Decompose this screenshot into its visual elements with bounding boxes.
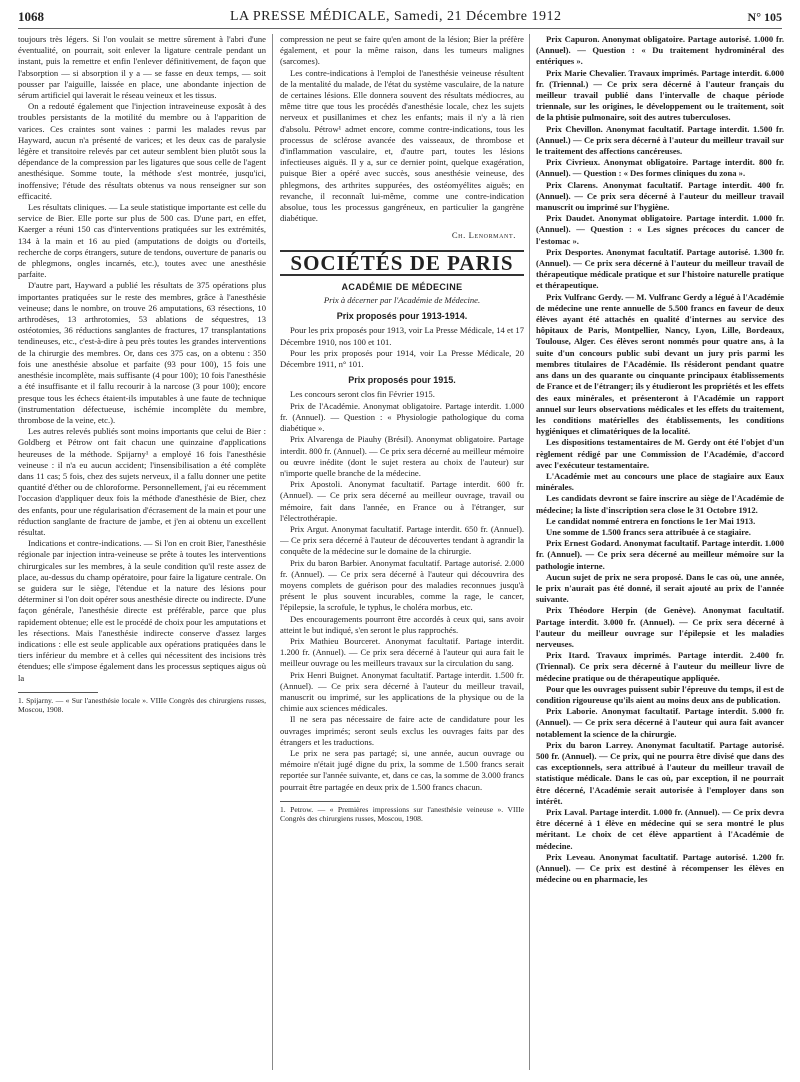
footnote: 1. Petrow. — « Premières impressions sur l'anesthésie veineuse ». VIIIe Congrès des chirurgiens russes, Moscou, 1908. bbox=[280, 804, 524, 824]
prize-entry: Prix Vulfranc Gerdy. — M. Vulfranc Gerdy a légué à l'Académie de médecine une rente annuelle de 5.500 francs en faveur de deux élèves ayant été attachés en qualité d'internes au service des hôpitaux de Paris, Montpellier, Nancy, Lyon, Lille, Bordeaux, Toulouse, Alger. Ces élèves seront nommés pour quatre ans, à la suite d'un concours public subi devant un jury pris parmi les membres titulaires de l'Académie. Ils résideront pendant quatre ans dans un des quarante ou cinquante principaux établissements de France et de l'étranger; ils y étudieront les propriétés et les effets des eaux minérales, et présenteront à l'Académie un rapport annuel sur leurs observations médicales et les effets du traitement, les conditions matérielles des établissements, les conditions hygiéniques et climatériques de la localité. bbox=[536, 291, 784, 437]
academy-subtitle: Prix à décerner par l'Académie de Médecine. bbox=[323, 295, 481, 306]
paragraph: On a redouté également que l'injection intraveineuse exposât à des troubles persistants de la motilité du membre ou à l'apparition de varices. Ces craintes sont vaines : parmi les malades revus par Hayward, aucun n'a présenté de varices; et les deux cas de paralysie légère et transitoire relevés par cet auteur semblent bien plutôt sous la dépendance de la compression par les ligatures que sous celle de l'agent anesthésique. Somme toute, la méthode s'est montrée, jusqu'ici, inoffensive; l'étude des résultats obtenus va nous renseigner sur son efficacité. bbox=[18, 101, 266, 201]
prize-entry: Prix du baron Barbier. Anonymat facultatif. Partage autorisé. 2.000 fr. (Annuel). — Ce prix sera décerné à l'auteur qui découvrira des moyens complets de guérison pour des maladies reconnues jusqu'à présent le plus souvent incurables, comme la rage, le cancer, l'épilepsie, la scrofule, le typhus, le choléra morbus, etc. bbox=[280, 557, 524, 613]
column-rule bbox=[272, 34, 273, 1070]
prize-entry: Prix Alvarenga de Piauhy (Brésil). Anonymat obligatoire. Partage interdit. 800 fr. (Annuel). — Ce prix sera décerné au meilleur mémoire ou œuvre inédite (dont le sujet restera au choix de l'auteur) sur n'importe quelle branche de la médecine. bbox=[280, 434, 524, 478]
paragraph: Pour que les ouvrages puissent subir l'épreuve du temps, il est de condition rigoureuse qu'ils aient au moins deux ans de publication. bbox=[536, 683, 784, 705]
prize-entry: Prix Capuron. Anonymat obligatoire. Partage autorisé. 1.000 fr. (Annuel). — Question : « Du traitement hydrominéral des entériques ». bbox=[536, 34, 784, 67]
footnote-rule bbox=[18, 692, 98, 693]
prize-entry: Prix Argut. Anonymat facultatif. Partage interdit. 650 fr. (Annuel). — Ce prix sera décerné à l'auteur de découvertes tendant à agrandir la conquête de la médecine sur le domaine de la chirurgie. bbox=[280, 523, 524, 557]
paragraph: Il ne sera pas nécessaire de faire acte de candidature pour les ouvrages imprimés; seront seuls exclus les ouvrages faits par des étrangers et les traductions. bbox=[280, 714, 524, 747]
column-2 bbox=[280, 34, 524, 1066]
page-number: 1068 bbox=[18, 9, 44, 24]
prizes-1913-heading: Prix proposés pour 1913-1914. bbox=[336, 311, 468, 322]
prize-entry: Prix Laborie. Anonymat facultatif. Partage interdit. 5.000 fr. (Annuel). — Ce prix sera décerné à l'auteur qui aura fait avancer notablement la science de la chirurgie. bbox=[536, 706, 784, 739]
author-signature: Ch. Lenormant. bbox=[451, 230, 516, 241]
paragraph: compression ne peut se faire qu'en amont de la lésion; Bier la préfère également, et pour la même raison, dans les tumeurs malignes (sarcomes). bbox=[280, 34, 524, 67]
paragraph: Le candidat nommé entrera en fonctions le 1er Mai 1913. bbox=[546, 515, 756, 526]
section-title: SOCIÉTÉS DE PARIS bbox=[280, 250, 524, 276]
paragraph: Une somme de 1.500 francs sera attribuée à ce stagiaire. bbox=[546, 526, 751, 537]
footnote-rule bbox=[280, 801, 360, 802]
paragraph: Pour les prix proposés pour 1913, voir La Presse Médicale, 14 et 17 Décembre 1910, nos 100 et 101. bbox=[280, 325, 524, 347]
prize-entry: Prix Ernest Godard. Anonymat facultatif. Partage interdit. 1.000 fr. (Annuel). — Ce prix sera décerné au meilleur mémoire sur la pathologie interne. bbox=[536, 538, 784, 571]
column-1 bbox=[18, 34, 266, 1066]
issue-number: N° 105 bbox=[747, 9, 782, 24]
paragraph: Les contre-indications à l'emploi de l'anesthésie veineuse résultent de la mentalité du malade, de l'état du système vasculaire, de la nature de certaines lésions. Elle donnera souvent des résultats médiocres, au même titre que tous les procédés d'anesthésie locale, chez les sujets nerveux et pusillanimes et chez les enfants; mais il n'y a là rien d'absolu. Pétrow¹ admet encore, comme contre-indications, tous les processus de sclérose avancée des vaisseaux, de thrombose et d'inflammation vasculaire, et, d'autre part, toutes les lésions infectieuses aiguës. Il y a, sur ce dernier point, quelque exagération, puisque Bier a opéré avec succès, sous anesthésie veineuse, des phlegmons, des arthrites suppurées, des ostéomyélites aiguës; en revanche, il reconnaît lui-même, comme une contre-indication absolue, tous les processus gangréneux, en particulier la gangrène diabétique. bbox=[280, 67, 524, 224]
paragraph: D'autre part, Hayward a publié les résultats de 375 opérations plus importantes pratiquées sur le reste des membres, grâce à l'anesthésie veineuse; dans le nombre, on trouve 26 amputations, 63 résections, 10 arthrodèses, 13 arthrotomies, 53 ablations de séquestres, 13 ostéotomies, 36 réductions sanglantes de fractures, 17 transplantations tendineuses, etc., c'est-à-dire à peu près toutes les grandes interventions de la chirurgie des membres. Or, dans ces 375 cas, on a obtenu : 350 fois une anesthésie absolue et parfaite (93 pour 100), 15 fois une anesthésie incomplète, mais suffisante (4 pour 100); 10 fois l'anesthésie a été insuffisante et il fallu recourir à la narcose (3 pour 100); encore presque tous les échecs étaient-ils imputables à une faute de technique (instrumentation défectueuse, ischémie incomplète du membre, thrombose de la veine, etc.). bbox=[18, 280, 266, 425]
journal-title: LA PRESSE MÉDICALE, Samedi, 21 Décembre 1912 bbox=[230, 9, 562, 24]
paragraph: Le prix ne sera pas partagé; si, une année, aucun ouvrage ou mémoire n'était jugé digne du prix, la somme de 1.500 francs serait reportée sur l'année suivante, et, dans ce cas, la somme de 3.000 francs pourrait être partagée en deux prix de 1.500 francs chacun. bbox=[280, 747, 524, 792]
prize-entry: Prix Desportes. Anonymat facultatif. Partage autorisé. 1.300 fr. (Annuel). — Ce prix sera décerné à l'auteur du meilleur travail de thérapeutique médicale pratique et sur l'histoire naturelle pratique et thérapeutique. bbox=[536, 246, 784, 291]
prize-entry: Prix Daudet. Anonymat obligatoire. Partage interdit. 1.000 fr. (Annuel). — Question : « Les signes précoces du cancer de l'estomac ». bbox=[536, 213, 784, 246]
academy-heading: ACADÉMIE DE MÉDECINE bbox=[341, 281, 463, 292]
prize-entry: Prix Henri Buignet. Anonymat facultatif. Partage interdit. 1.500 fr. (Annuel). — Ce prix sera décerné à l'auteur du meilleur travail, manuscrit ou imprimé, sur les applications de la physique ou de la chimie aux sciences médicales. bbox=[280, 669, 524, 714]
prize-entry: Prix du baron Larrey. Anonymat facultatif. Partage autorisé. 500 fr. (Annuel). — Ce prix, qui ne pourra être divisé que dans des cas exceptionnels, sera attribué à l'auteur du meilleur travail de statistique médicale. Dans le cas où, par exception, il ne pourrait être décerné, l'Académie serait autorisée à l'employer dans son intérêt. bbox=[536, 739, 784, 806]
paragraph: Les autres relevés publiés sont moins importants que celui de Bier : Goldberg et Pétrow ont fait chacun une quinzaine d'applications heureuses de la méthode. Spijarny¹ a employé 16 fois l'anesthésie veineuse : il n'a eu aucun accident; l'insensibilisation a été complète dans 11 cas; 5 fois, chez des sujets nerveux, il a fallu donner une petite quantité d'éther ou de chloroforme. Personnellement, j'ai eu récemment l'occasion d'appliquer deux fois la méthode d'anesthésie de Bier, chez des enfants, pour une régularisation d'écrasement de la main et pour une réduction sanglante de fracture de jambe, et j'en ai obtenu un excellent résultat. bbox=[18, 426, 266, 537]
column-rule bbox=[529, 34, 530, 1070]
prize-entry: Prix de l'Académie. Anonymat obligatoire. Partage interdit. 1.000 fr. (Annuel). — Question : « Physiologie pathologique du coma diabétique ». bbox=[280, 400, 524, 434]
prize-entry: Prix Marie Chevalier. Travaux imprimés. Partage interdit. 6.000 fr. (Triennal.) — Ce prix sera décerné à l'auteur français du meilleur travail publié dans l'intervalle de chaque période triennale, sur les origines, le développement ou le traitement, soit de la phtisie pulmonaire, soit des autres tuberculoses. bbox=[536, 67, 784, 123]
paragraph: L'Académie met au concours une place de stagiaire aux Eaux minérales. bbox=[536, 470, 784, 493]
page-header bbox=[18, 6, 782, 29]
prize-entry: Prix Civrieux. Anonymat obligatoire. Partage interdit. 800 fr. (Annuel). — Question : « Des formes cliniques du zona ». bbox=[536, 157, 784, 179]
paragraph: toujours très légers. Si l'on voulait se mettre sûrement à l'abri d'une éventualité, on pourrait, soit enlever la ligature centrale pendant un instant, puis la remettre et enfin l'enlever définitivement, de façon que l'absorption — si absorption il y a — se fasse en deux temps, — soit pousser par l'aiguille, laissée en place, une abondante injection de sérum artificiel qui laverait le réseau veineux et les tissus. bbox=[18, 34, 266, 101]
paragraph: Des encouragements pourront être accordés à ceux qui, sans avoir atteint le but indiqué, s'en seront le plus rapprochés. bbox=[280, 613, 524, 635]
prize-entry: Prix Clarens. Anonymat facultatif. Partage interdit. 400 fr. (Annuel). — Ce prix sera décerné à l'auteur du meilleur travail manuscrit ou imprimé sur l'hygiène. bbox=[536, 179, 784, 213]
paragraph: Les concours seront clos fin Février 1915. bbox=[290, 389, 435, 400]
prize-entry: Prix Laval. Partage interdit. 1.000 fr. (Annuel). — Ce prix devra être décerné à 1 élève en médecine qui se sera montré le plus méritant. Le choix de cet élève appartient à l'Académie de médecine. bbox=[536, 807, 784, 851]
prize-entry: Prix Apostoli. Anonymat facultatif. Partage interdit. 600 fr. (Annuel). — Ce prix sera décerné au meilleur ouvrage, travail ou mémoire, fait dans l'année, en France ou à l'étranger, sur l'électrothérapie. bbox=[280, 479, 524, 523]
prize-entry: Prix Théodore Herpin (de Genève). Anonymat facultatif. Partage interdit. 3.000 fr. (Annuel). — Ce prix sera décerné à l'auteur du meilleur ouvrage sur l'épilepsie et les maladies nerveuses. bbox=[536, 605, 784, 649]
paragraph: Indications et contre-indications. — Si l'on en croit Bier, l'anesthésie régionale par injection intra-veineuse se prête à toutes les interventions chirurgicales sur les membres, à la seule condition qu'il reste assez de place, au-dessus du champ opératoire, pour faire la ligature centrale. On se guidera sur le siège, l'étendue et la nature des lésions pour déterminer si l'on doit opérer sous anesthésie directe ou indirecte. D'une façon générale, l'anesthésie directe est préférable, parce que plus rapidement obtenue; elle est le procédé de choix pour les amputations et les résections. Mais l'anesthésie indirecte conserve d'assez larges indications : elle est seule applicable aux opérations pratiquées dans le tiers inférieur du membre et à celles qui nécessitent des incisions très étendues; elle s'impose également dans les processus septiques aigus où la bbox=[18, 538, 266, 683]
paragraph: Les résultats cliniques. — La seule statistique importante est celle du service de Bier. Elle porte sur plus de 500 cas. D'une part, en effet, Kaerger a réuni 150 cas d'interventions pratiquées sur les extrémités, 134 à la main et 16 au pied (amputations de doigts ou d'orteils, recherche de corps étrangers, suture de tendons, ouverture de panaris ou de phlegmons, ongles incarnés, etc.), toutes avec une anesthésie parfaite. bbox=[18, 202, 266, 280]
prize-entry: Prix Itard. Travaux imprimés. Partage interdit. 2.400 fr. (Triennal). Ce prix sera décerné à l'auteur du meilleur livre de médecine pratique ou de thérapeutique appliquée. bbox=[536, 650, 784, 683]
paragraph: Les candidats devront se faire inscrire au siège de l'Académie de médecine; la liste d'inscription sera close le 31 Octobre 1912. bbox=[536, 493, 784, 515]
prize-entry: Prix Chevillon. Anonymat facultatif. Partage interdit. 1.500 fr. (Annuel.) — Ce prix sera décerné à l'auteur du meilleur travail sur le traitement des affections cancéreuses. bbox=[536, 123, 784, 157]
prizes-1915-heading: Prix proposés pour 1915. bbox=[348, 375, 456, 386]
prize-entry: Prix Mathieu Bourceret. Anonymat facultatif. Partage interdit. 1.200 fr. (Annuel). — Ce prix sera décerné à l'auteur qui aura fait le meilleur ouvrage ou les meilleurs travaux sur la circulation du sang. bbox=[280, 635, 524, 669]
column-3 bbox=[536, 34, 784, 1074]
paragraph: Pour les prix proposés pour 1914, voir La Presse Médicale, 20 Décembre 1911, n° 101. bbox=[280, 347, 524, 370]
prize-entry: Prix Leveau. Anonymat facultatif. Partage autorisé. 1.200 fr. (Annuel). — Ce prix est destiné à récompenser les élèves en médecine ou en pharmacie, les bbox=[536, 851, 784, 885]
footnote: 1. Spijarny. — « Sur l'anesthésie locale ». VIIIe Congrès des chirurgiens russes, Moscou, 1908. bbox=[18, 695, 266, 715]
paragraph: Les dispositions testamentaires de M. Gerdy ont été l'objet d'un règlement rédigé par une Commission de l'Académie, d'accord avec l'exécuteur testamentaire. bbox=[536, 437, 784, 470]
paragraph: Aucun sujet de prix ne sera proposé. Dans le cas où, une année, le prix n'aurait pas été donné, il serait ajouté au prix de l'année suivante. bbox=[536, 571, 784, 605]
